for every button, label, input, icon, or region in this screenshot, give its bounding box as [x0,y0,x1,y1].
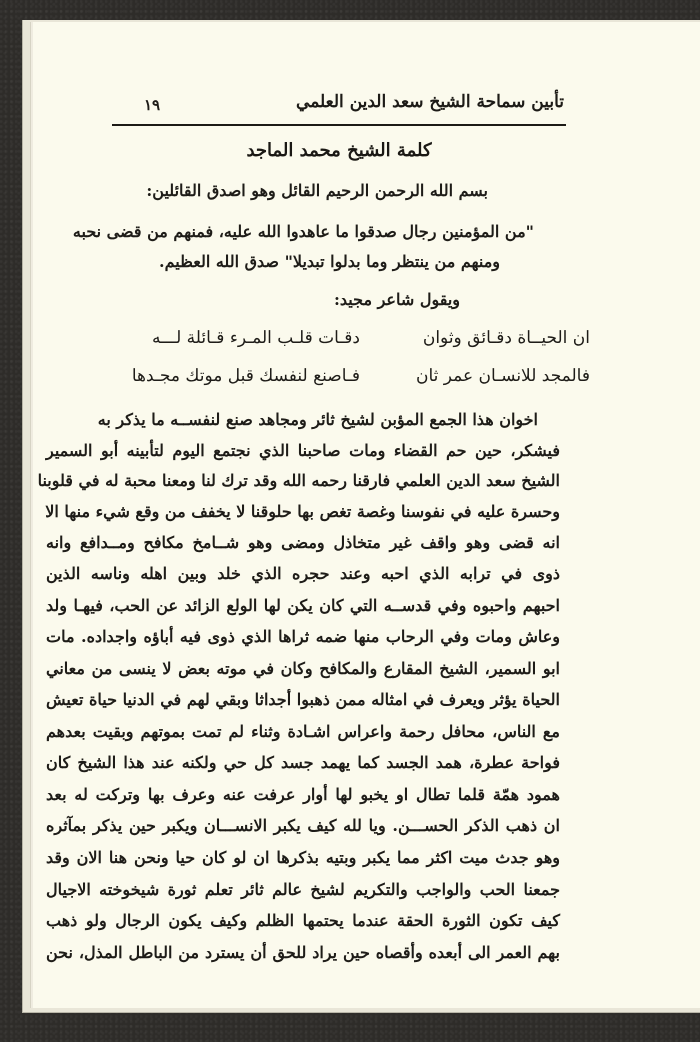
body-line: ذوى في ترابه الذي احبه وعند حجره الذي خلد وبين اهله وناسه الذين [46,564,560,583]
body-line: فواحة عطرة، همد الجسد كما يهمد جسد كل حي ولكنه عند هذا الشيخ كان [46,753,561,772]
verse-2-second-hemistich: فالمجد للانسـان عمر ثان [415,366,590,386]
body-line: جمعنا الحب والواجب والتكريم لشيخ عالم ثائر تعلم ثورة شيخوخته الاجيال [46,880,560,899]
body-line: وهو جدث ميت اكثر مما يكبر وبتيه بذكرها ان لو كان حيا ونحن هنا الان وقد [46,848,560,867]
body-line: ان ذهب الذكر الحســـن. ويا لله كيف يكبر الانســـان ويكبر حين يذكر بمآثره [46,816,560,835]
verse-2-first-hemistich: فـاصنع لنفسك قبل موتك مجـدها [131,366,360,386]
quote-line-1: "من المؤمنين رجال صدقوا ما عاهدوا الله عليه، فمنهم من قضى نحبه [72,222,534,241]
body-line: كيف تكون الثورة الحقة عندما يحتمها الظلم وكيف يكون الرجال ولو ذهب [46,911,560,930]
body-line: بهم العمر الى أبعده وأقصاه حين يراد للحق أن يسترد من الباطل المذل، نحن [46,943,560,962]
body-line: مع الناس، محافل رحمة واعراس اشـادة وثناء لم تمت بموتهم وبقيت بعدهم [46,722,560,741]
body-line: ابو السمير، الشيخ المقارع والمكافح وكان في موته بعض لا ينسى من معاني [46,659,560,678]
body-line: همود همّة قلما تطال او يخبو لها أوار عرفت عنه وعرف بها وتركت له بعد [46,785,560,804]
body-line: وحسرة عليه في نفوسنا وغصة تغص بها حلوقنا لا يخفف من وقع شيء منها الا [45,502,560,521]
basmala-line: بسم الله الرحمن الرحيم القائل وهو اصدق القائلين: [146,181,488,200]
body-line: احبهم واحبوه وفي قدســه التي كان يكن لها الولع الزائد عن الحب، فيهـا ولد [46,596,560,615]
body-line: انه قضى وهو واقف غير متخاذل ومضى وهو شــامخ مكافح ومــدافع وانه [46,533,560,552]
section-title: كلمة الشيخ محمد الماجد [246,140,432,161]
body-line: وعاش ومات وفي الرحاب منها ضمه ثراها الذي ذوى فيه أباؤه واجداده. مات [46,627,560,646]
running-header-title: تأبين سماحة الشيخ سعد الدين العلمي [296,92,564,112]
body-line: اخوان هذا الجمع المؤبن لشيخ ثائر ومجاهد صنع لنفســه ما يذكر به [97,410,538,429]
body-line: فيشكر، حين حم القضاء ومات صاحبنا الذي نجتمع اليوم لتأبينه أبو السمير [46,441,560,460]
body-line: الشيخ سعد الدين العلمي فارقنا رحمه الله وقد ترك لنا ومعنا محبة له في قلوبنا [37,471,560,490]
page-number: ١٩ [144,96,161,114]
poet-intro: ويقول شاعر مجيد: [334,290,460,309]
body-line: الحياة يؤثر ويعرف في امثاله ممن ذهبوا أجداثا وبقي لهم في الدنيا حياة تعيش [46,690,560,709]
verse-1-second-hemistich: ان الحيــاة دقـائق وثوان [422,328,590,348]
quote-line-2: ومنهم من ينتظر وما بدلوا تبديلا" صدق الله العظيم. [159,252,500,271]
verse-1-first-hemistich: دقـات قلـب المـرء قـائلة لـــه [152,328,360,348]
